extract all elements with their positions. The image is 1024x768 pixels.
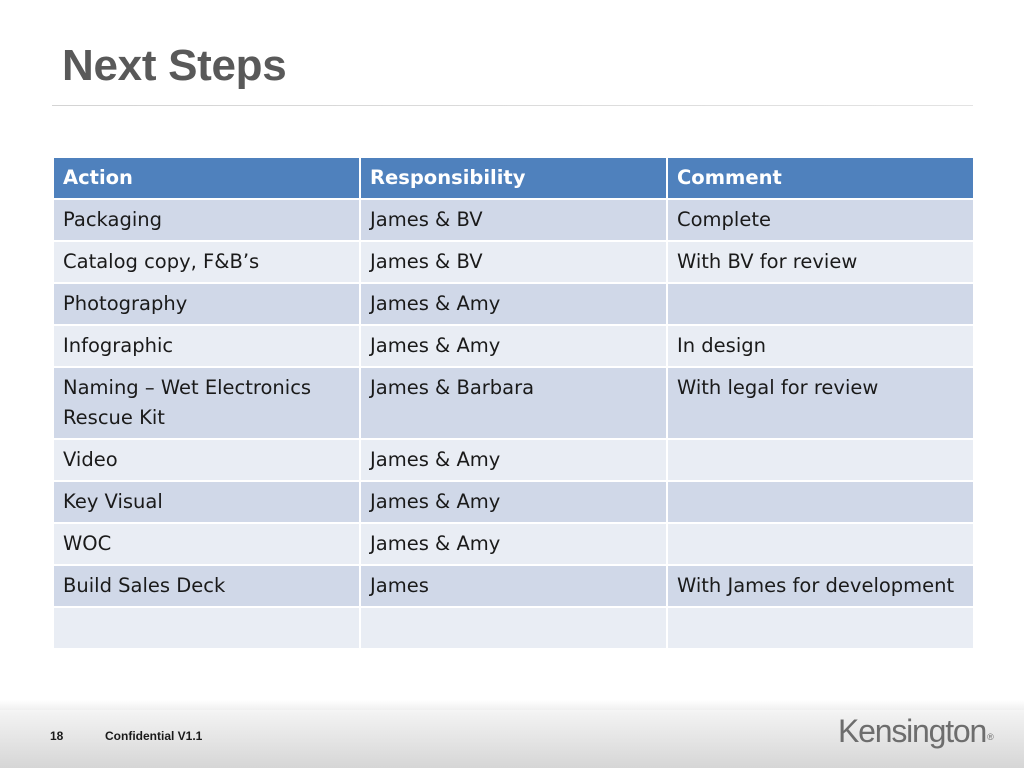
- table-row: [53, 283, 974, 325]
- title-divider: [52, 105, 973, 106]
- action-cell: Video: [53, 439, 360, 481]
- column-header-action: Action: [53, 157, 360, 199]
- slide-title: Next Steps: [62, 41, 287, 90]
- table-header-row: [53, 157, 974, 199]
- action-cell: Key Visual: [53, 481, 360, 523]
- logo-wordmark: Kensington: [838, 713, 987, 749]
- table-row: [53, 481, 974, 523]
- column-header-comment: Comment: [667, 157, 974, 199]
- action-cell: Infographic: [53, 325, 360, 367]
- confidential-label: Confidential V1.1: [105, 729, 203, 743]
- action-cell: Photography: [53, 283, 360, 325]
- next-steps-table-container: [52, 156, 973, 650]
- comment-cell: [667, 283, 974, 325]
- table-row: [53, 565, 974, 607]
- table-row: [53, 523, 974, 565]
- responsibility-cell: [360, 607, 667, 649]
- next-steps-table: [52, 156, 975, 650]
- registered-mark: ®: [987, 732, 994, 742]
- page-number: 18: [50, 729, 64, 743]
- comment-cell: In design: [667, 325, 974, 367]
- responsibility-cell: James: [360, 565, 667, 607]
- action-cell: [53, 607, 360, 649]
- comment-cell: [667, 481, 974, 523]
- action-cell: Packaging: [53, 199, 360, 241]
- comment-cell: With BV for review: [667, 241, 974, 283]
- table-row: [53, 439, 974, 481]
- table-row-empty: [53, 607, 974, 649]
- action-cell: Build Sales Deck: [53, 565, 360, 607]
- comment-cell: Complete: [667, 199, 974, 241]
- comment-cell: [667, 607, 974, 649]
- table-row: [53, 241, 974, 283]
- responsibility-cell: James & BV: [360, 199, 667, 241]
- responsibility-cell: James & Barbara: [360, 367, 667, 439]
- responsibility-cell: James & Amy: [360, 523, 667, 565]
- comment-cell: [667, 439, 974, 481]
- responsibility-cell: James & Amy: [360, 439, 667, 481]
- action-cell: WOC: [53, 523, 360, 565]
- comment-cell: With James for development: [667, 565, 974, 607]
- responsibility-cell: James & Amy: [360, 481, 667, 523]
- responsibility-cell: James & Amy: [360, 283, 667, 325]
- kensington-logo: [838, 711, 994, 751]
- table-row: [53, 199, 974, 241]
- responsibility-cell: James & Amy: [360, 325, 667, 367]
- action-cell: Naming – Wet Electronics Rescue Kit: [53, 367, 360, 439]
- comment-cell: With legal for review: [667, 367, 974, 439]
- table-row: [53, 367, 974, 439]
- responsibility-cell: James & BV: [360, 241, 667, 283]
- action-cell: Catalog copy, F&B’s: [53, 241, 360, 283]
- column-header-responsibility: Responsibility: [360, 157, 667, 199]
- comment-cell: [667, 523, 974, 565]
- table-row: [53, 325, 974, 367]
